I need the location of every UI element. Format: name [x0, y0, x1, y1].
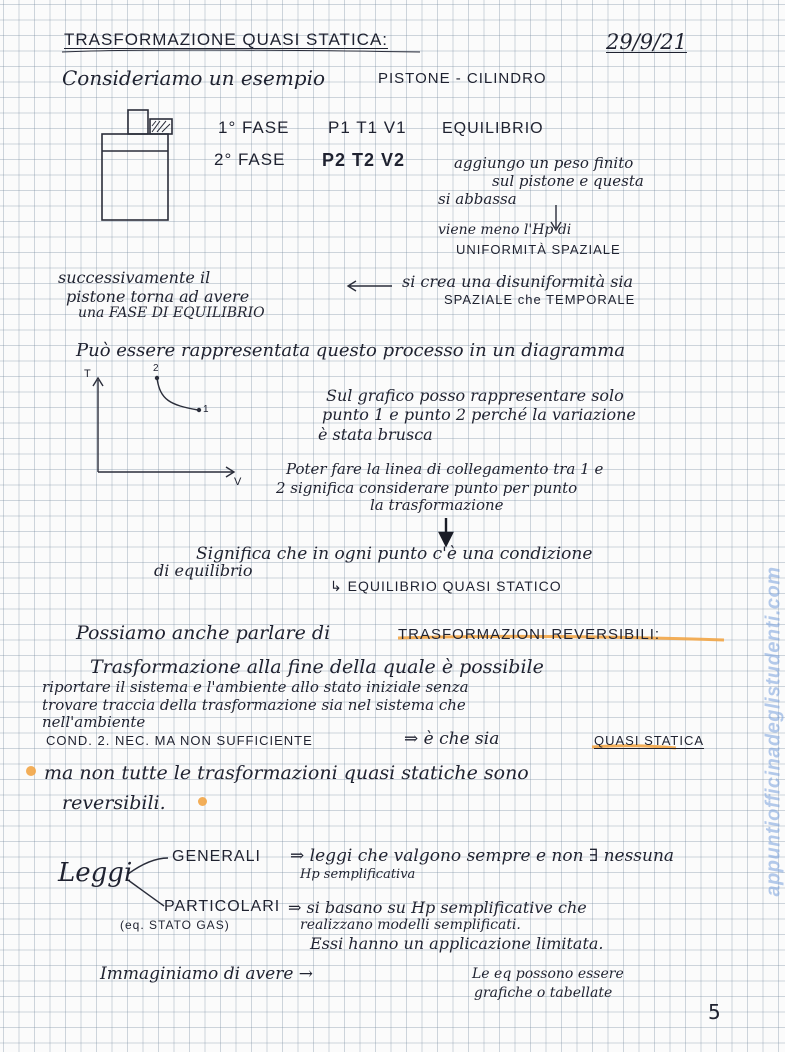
diagram-point-2-label: 2 — [153, 363, 160, 374]
not-all-1: ma non tutte le trasformazioni quasi statiche sono — [44, 762, 529, 784]
diagram-intro: Può essere rappresentata questo processo in un diagramma — [76, 340, 626, 361]
reversible-term: TRASFORMAZIONI REVERSIBILI: — [398, 626, 661, 643]
condition-arrow: ⇒ è che sia — [404, 729, 500, 749]
closing-right-2: grafiche o tabellate — [474, 985, 613, 1001]
not-all-2: reversibili. — [62, 792, 166, 814]
graph-note-1: Sul grafico posso rappresentare solo — [326, 386, 624, 405]
equilibrium-result: ↳ EQUILIBRIO QUASI STATICO — [330, 578, 562, 594]
diagram-point-1 — [197, 408, 201, 412]
laws-particular-desc-2: realizzano modelli semplificati. — [300, 917, 521, 933]
phase1-label: 1° FASE — [218, 118, 290, 137]
orange-dot — [198, 797, 207, 806]
piston-cylinder-drawing — [102, 110, 172, 220]
arrow-down-bold — [440, 518, 452, 545]
subsequent-2: pistone torna ad avere — [66, 287, 250, 306]
page-number: 5 — [708, 1000, 721, 1024]
graph-note-2: punto 1 e punto 2 perché la variazione — [322, 405, 636, 424]
reversible-def-4: nell'ambiente — [42, 713, 146, 731]
note-weight-3: si abbassa — [438, 190, 517, 208]
closing-left: Immaginiamo di avere → — [100, 964, 314, 984]
nonuniform-2: SPAZIALE che TEMPORALE — [444, 292, 636, 307]
condition-term: QUASI STATICA — [594, 733, 705, 748]
subsequent-1: successivamente il — [58, 268, 211, 287]
orange-dot — [26, 766, 36, 776]
reversible-def-2: riportare il sistema e l'ambiente allo stato iniziale senza — [42, 678, 469, 696]
intro-text: Consideriamo un esempio — [62, 66, 326, 90]
equilibrium-note-1: Significa che in ogni punto c'è una condizione — [196, 544, 593, 564]
note-hp-2: UNIFORMITÀ SPAZIALE — [456, 242, 621, 257]
phase2-label: 2° FASE — [214, 150, 286, 169]
date: 29/9/21 — [606, 30, 687, 54]
tv-diagram — [93, 378, 234, 477]
phase1-state: EQUILIBRIO — [442, 120, 544, 137]
laws-particular-desc-1: ⇒ si basano su Hp semplificative che — [288, 898, 587, 917]
laws-particular: PARTICOLARI — [164, 898, 281, 915]
note-weight-2: sul pistone e questa — [492, 172, 644, 190]
condition-prefix: COND. 2. NEC. MA NON SUFFICIENTE — [46, 733, 313, 748]
watermark: appuntiofficinadeglistudenti.com — [762, 566, 785, 897]
subsequent-3: una FASE DI EQUILIBRIO — [78, 305, 265, 321]
reversible-def-1: Trasformazione alla fine della quale è possibile — [90, 656, 544, 678]
graph-note-3: è stata brusca — [318, 425, 433, 444]
reversible-intro: Possiamo anche parlare di — [76, 622, 331, 644]
laws-general-desc-2: Hp semplificativa — [300, 867, 416, 882]
phase2-vars: P2 T2 V2 — [322, 150, 406, 170]
intro-object: PISTONE - CILINDRO — [378, 70, 547, 87]
equilibrium-note-2: di equilibrio — [154, 561, 253, 580]
note-weight-1: aggiungo un peso finito — [454, 154, 634, 172]
laws-general: GENERALI — [172, 848, 261, 865]
diagram-point-1-label: 1 — [203, 404, 210, 415]
nonuniform-1: si crea una disuniformità sia — [402, 272, 634, 291]
laws-particular-desc-3: Essi hanno un applicazione limitata. — [310, 934, 604, 953]
laws-particular-example: (eq. STATO GAS) — [120, 918, 230, 932]
connect-note-2: 2 significa considerare punto per punto — [276, 479, 578, 497]
note-hp-1: viene meno l'Hp di — [438, 222, 572, 238]
laws-general-desc-1: ⇒ leggi che valgono sempre e non ∃ nessuna — [290, 846, 675, 866]
diagram-y-label: T — [84, 368, 92, 380]
arrow-left — [348, 281, 392, 291]
closing-right-1: Le eq possono essere — [472, 966, 624, 982]
connect-note-3: la trasformazione — [370, 496, 504, 514]
laws-branch — [128, 858, 168, 906]
diagram-point-2 — [155, 376, 159, 380]
reversible-def-3: trovare traccia della trasformazione sia nel sistema che — [42, 696, 466, 714]
page-title: TRASFORMAZIONE QUASI STATICA: — [64, 30, 389, 49]
laws-label: Leggi — [58, 858, 133, 888]
connect-note-1: Poter fare la linea di collegamento tra 1 e — [286, 460, 604, 478]
diagram-x-label: V — [234, 476, 243, 488]
phase1-vars: P1 T1 V1 — [328, 118, 407, 137]
